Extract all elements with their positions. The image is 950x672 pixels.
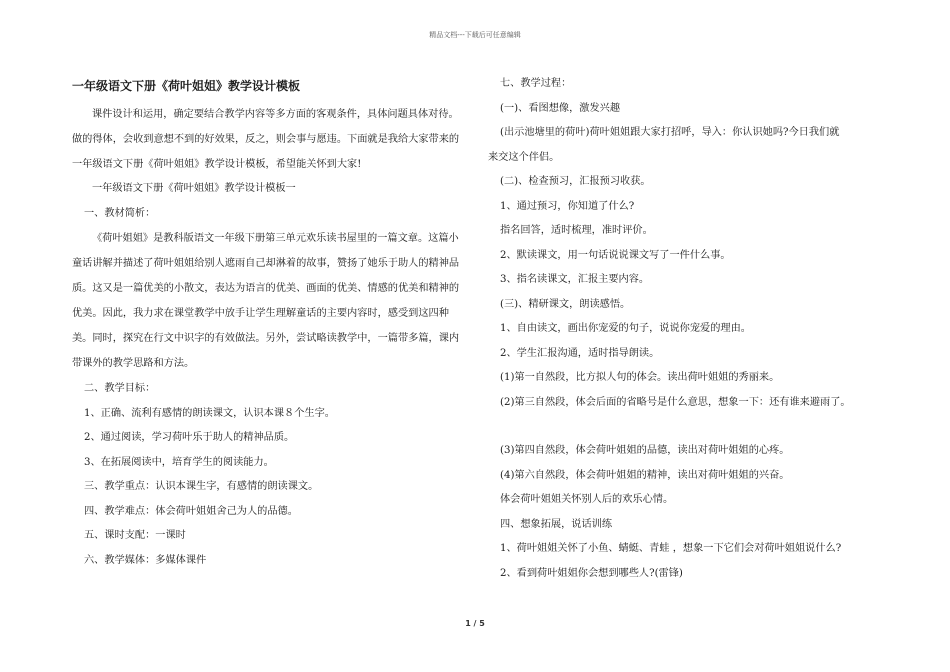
step-2-item-2: 2、默读课文，用一句话说说课文写了一件什么事。 <box>500 249 731 261</box>
page-header: 精品文档---下载后可任意编辑 <box>429 31 521 39</box>
section-5: 五、课时支配：一课时 <box>84 530 186 541</box>
goal-3: 3、在拓展阅读中，培育学生的阅读能力。 <box>84 456 274 468</box>
section-4: 四、教学难点：体会荷叶姐姐舍己为人的品德。 <box>84 505 298 517</box>
page-number: 1 / 5 <box>465 619 485 628</box>
section-3: 三、教学重点：认识本课生字，有感情的朗读课文。 <box>84 481 319 492</box>
goal-2: 2、通过阅读，学习荷叶乐于助人的精神品质。 <box>84 432 295 443</box>
step-1-heading: (一)、看图想像，激发兴趣 <box>500 102 621 114</box>
step-3-sub-2: (2)第三自然段，体会后面的省略号是什么意思，想象一下：还有谁来避雨了。 <box>500 396 851 408</box>
step-1-text: (出示池塘里的荷叶)荷叶姐姐跟大家打招呼，导入：你认识她吗?今日我们就 <box>500 127 840 138</box>
section-4-heading: 四、想象拓展，说话训练 <box>500 518 613 530</box>
document-title: 一年级语文下册《荷叶姐姐》教学设计模板 <box>72 79 301 93</box>
section-1-heading: 一、教材简析： <box>84 207 156 219</box>
section-6: 六、教学媒体：多媒体课件 <box>84 554 207 566</box>
step-2-item-1-note: 指名回答，适时梳理，准时评价。 <box>500 225 653 236</box>
spacer <box>488 415 880 439</box>
goal-1: 1、正确、流利有感情的朗读课文，认识本课８个生字。 <box>84 407 335 419</box>
step-3-heading: (三)、精研课文，朗读感悟。 <box>500 298 631 310</box>
section-1-body: 《荷叶姐姐》是教科版语文一年级下册第三单元欢乐读书屋里的一篇文章。这篇小童话讲解并描述了荷叶姐姐给别人遮雨自己却淋着的故事，赞扬了她乐于助人的精神品质。这又是一篇优美的小散文，表达为语言的优美、画面的优美、情感的优美和精神的优美。因此，我力求在课堂教学中放手让学生理解童话的主要内容时，感受到这四种美。同时，探究在行文中识字的有效做法。另外，尝试略读教学中，一篇带多篇，课内带课外的教学思路和方法。 <box>72 233 460 369</box>
step-2-heading: (二)、检查预习，汇报预习收获。 <box>500 176 651 187</box>
section-7-heading: 七、教学过程： <box>500 78 572 89</box>
extension-item-2: 2、看到荷叶姐姐你会想到哪些人?(雷锋) <box>500 567 683 579</box>
intro-paragraph: 课件设计和运用，确定要结合教学内容等多方面的客观条件，具体问题具体对待。做的得体，会收到意想不到的好效果，反之，则会事与愿违。下面就是我给大家带来的一年级语文下册《荷叶姐姐》教学设计模板，希望能关怀到大家! <box>72 109 460 170</box>
step-3-sub-4: (4)第六自然段，体会荷叶姐姐的精神，读出对荷叶姐姐的兴奋。 <box>500 469 790 481</box>
left-column <box>72 72 460 573</box>
step-2-item-3: 3、指名读课文，汇报主要内容。 <box>500 274 650 285</box>
step-3-sub-3: (3)第四自然段，体会荷叶姐姐的品德，读出对荷叶姐姐的心疼。 <box>500 445 790 456</box>
subtitle: 一年级语文下册《荷叶姐姐》教学设计模板一 <box>92 183 296 194</box>
step-3-sub-1: (1)第一自然段，比方拟人句的体会。读出荷叶姐姐的秀丽来。 <box>500 372 780 383</box>
section-2-heading: 二、教学目标： <box>84 383 156 394</box>
step-2-item-1: 1、通过预习，你知道了什么? <box>500 200 635 212</box>
step-3-item-2: 2、学生汇报沟通，适时指导朗读。 <box>500 347 660 359</box>
extension-item-1: 1、荷叶姐姐关怀了小鱼、蜻蜓、青蛙 ，想象一下它们会对荷叶姐姐说什么? <box>500 543 842 554</box>
right-column <box>488 72 880 586</box>
step-3-item-1: 1、自由读文，画出你宠爱的句子，说说你宠爱的理由。 <box>500 323 751 334</box>
step-3-summary: 体会荷叶姐姐关怀别人后的欢乐心情。 <box>500 494 674 505</box>
step-1-text-cont: 来交这个伴侣。 <box>488 151 560 163</box>
